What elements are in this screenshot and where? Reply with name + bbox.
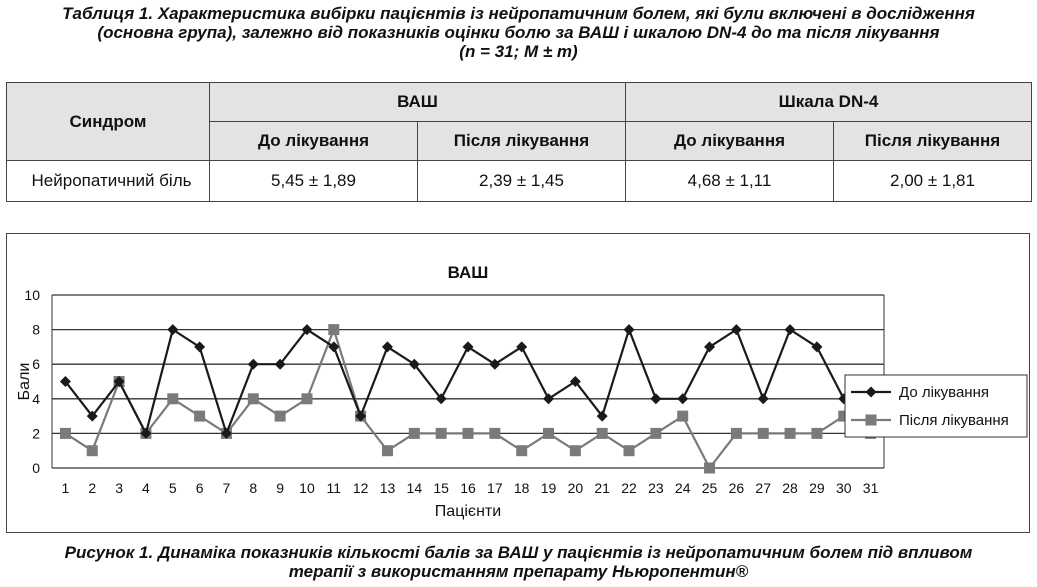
x-tick-label: 14	[406, 480, 423, 496]
x-tick-label: 26	[728, 480, 745, 496]
data-point-after	[409, 428, 420, 439]
legend-label-after: Після лікування	[899, 412, 1009, 429]
x-tick-label: 31	[862, 480, 879, 496]
patient-sample-table	[6, 82, 1032, 202]
data-point-after	[811, 428, 822, 439]
data-point-after	[436, 428, 447, 439]
data-point-after	[87, 445, 98, 456]
data-point-before	[811, 341, 822, 352]
data-point-before	[650, 393, 661, 404]
data-point-before	[382, 341, 393, 352]
x-tick-label: 25	[701, 480, 718, 496]
data-point-after	[248, 393, 259, 404]
cell-vas-after: 2,39 ± 1,45	[418, 161, 626, 202]
data-point-after	[758, 428, 769, 439]
table-header-row-1	[7, 83, 1032, 122]
data-point-before	[624, 324, 635, 335]
table-caption	[0, 4, 1037, 61]
x-tick-label: 2	[88, 480, 97, 496]
figure-caption-line-2: терапії з використанням препарату Ньюропентин®	[288, 562, 749, 581]
x-tick-label: 18	[513, 480, 530, 496]
data-point-before	[167, 324, 178, 335]
data-point-before	[463, 341, 474, 352]
y-tick-label: 2	[32, 425, 40, 442]
data-point-after	[785, 428, 796, 439]
data-point-after	[597, 428, 608, 439]
data-point-after	[301, 393, 312, 404]
header-syndrome: Синдром	[7, 83, 210, 161]
y-tick-label: 6	[32, 356, 40, 373]
data-point-before	[194, 341, 205, 352]
x-tick-label: 24	[674, 480, 691, 496]
header-vas-after: Після лікування	[418, 122, 626, 161]
data-point-before	[677, 393, 688, 404]
data-point-before	[516, 341, 527, 352]
x-tick-label: 15	[433, 480, 449, 496]
x-tick-label: 17	[487, 480, 503, 496]
x-tick-label: 13	[379, 480, 396, 496]
data-point-before	[248, 359, 259, 370]
legend-label-before: До лікування	[899, 384, 989, 401]
header-dn4-before: До лікування	[626, 122, 834, 161]
data-point-after	[167, 393, 178, 404]
y-tick-label: 8	[32, 321, 40, 338]
x-tick-label: 21	[594, 480, 610, 496]
x-tick-label: 9	[276, 480, 285, 496]
x-tick-label: 20	[567, 480, 584, 496]
x-tick-label: 22	[621, 480, 637, 496]
data-point-after	[463, 428, 474, 439]
x-tick-label: 8	[249, 480, 258, 496]
x-tick-label: 23	[648, 480, 664, 496]
data-point-after	[650, 428, 661, 439]
vas-line-chart	[7, 234, 1029, 532]
x-tick-label: 3	[115, 480, 123, 496]
y-tick-label: 10	[24, 287, 40, 303]
data-point-before	[543, 393, 554, 404]
cell-dn4-before: 4,68 ± 1,11	[626, 161, 834, 202]
data-point-after	[677, 411, 688, 422]
table-row	[7, 161, 1032, 202]
y-tick-label: 0	[32, 460, 40, 476]
x-tick-label: 19	[540, 480, 557, 496]
data-point-before	[758, 393, 769, 404]
x-tick-label: 16	[460, 480, 476, 496]
table-caption-line-3: (n = 31; M ± m)	[459, 42, 578, 61]
data-point-after	[570, 445, 581, 456]
x-tick-label: 10	[299, 480, 315, 496]
data-point-after	[194, 411, 205, 422]
figure-caption-line-1: Рисунок 1. Динаміка показників кількості балів за ВАШ у пацієнтів із нейропатичним болем під впливом	[64, 543, 973, 562]
x-tick-label: 11	[326, 480, 342, 496]
header-vas: ВАШ	[210, 83, 626, 122]
data-point-before	[704, 341, 715, 352]
data-point-after	[731, 428, 742, 439]
header-dn4: Шкала DN-4	[626, 83, 1032, 122]
header-vas-before: До лікування	[210, 122, 418, 161]
data-point-after	[382, 445, 393, 456]
data-point-before	[731, 324, 742, 335]
vas-chart-figure	[6, 233, 1030, 533]
x-tick-label: 28	[782, 480, 798, 496]
figure-caption	[0, 543, 1037, 581]
x-tick-label: 6	[195, 480, 204, 496]
table-caption-line-1: Таблиця 1. Характеристика вибірки пацієнтів із нейропатичним болем, які були включені в дослідження	[62, 4, 975, 23]
x-tick-label: 29	[809, 480, 825, 496]
data-point-after	[60, 428, 71, 439]
data-point-after	[328, 324, 339, 335]
x-tick-label: 1	[61, 480, 70, 496]
data-point-after	[704, 463, 715, 474]
x-axis-label: Пацієнти	[434, 503, 502, 520]
x-tick-label: 7	[222, 480, 231, 496]
data-point-before	[785, 324, 796, 335]
data-point-after	[516, 445, 527, 456]
legend-marker-after	[866, 415, 877, 426]
x-tick-label: 5	[168, 480, 177, 496]
data-point-before	[489, 359, 500, 370]
x-tick-label: 27	[755, 480, 772, 496]
cell-dn4-after: 2,00 ± 1,81	[834, 161, 1032, 202]
y-axis-label: Бали	[16, 362, 33, 401]
cell-vas-before: 5,45 ± 1,89	[210, 161, 418, 202]
data-point-after	[543, 428, 554, 439]
row-label: Нейропатичний біль	[7, 161, 210, 202]
table-caption-line-2: (основна група), залежно від показників оцінки болю за ВАШ і шкалою DN-4 до та після лікування	[97, 23, 940, 42]
data-point-after	[275, 411, 286, 422]
y-tick-label: 4	[32, 390, 40, 407]
data-point-after	[489, 428, 500, 439]
x-tick-label: 30	[835, 480, 852, 496]
x-tick-label: 4	[142, 480, 150, 496]
x-tick-label: 12	[352, 480, 369, 496]
chart-title: ВАШ	[447, 263, 489, 282]
header-dn4-after: Після лікування	[834, 122, 1032, 161]
data-point-after	[624, 445, 635, 456]
